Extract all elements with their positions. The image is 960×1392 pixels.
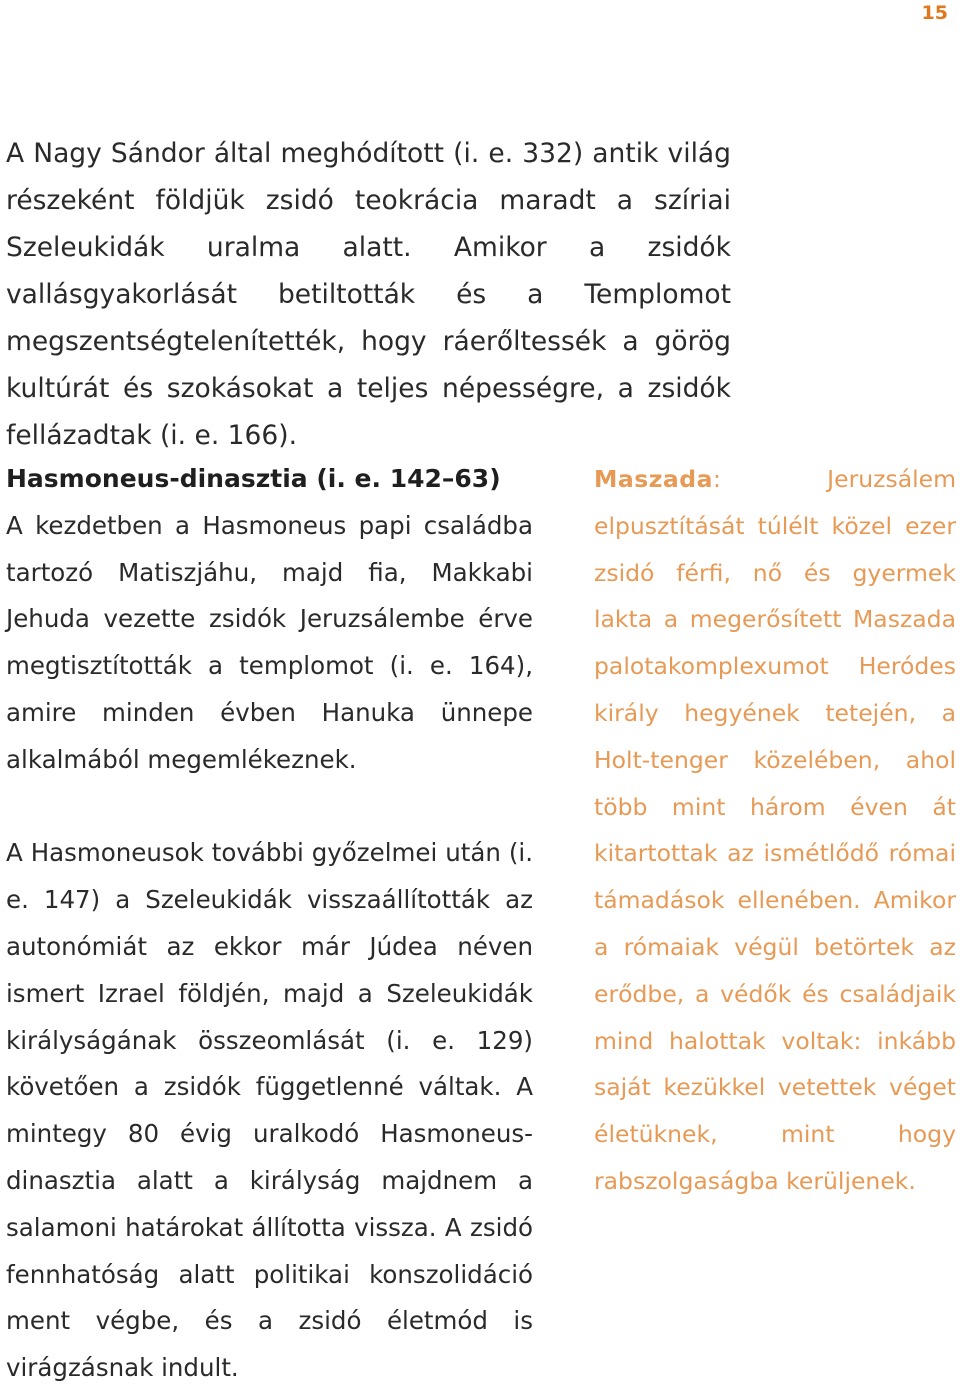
sidebar-column: [594, 456, 956, 1205]
page-number: 15: [921, 2, 948, 24]
sidebar-term: Maszada: [594, 465, 713, 493]
main-column: [6, 456, 533, 1392]
section-heading: Hasmoneus-dinasztia (i. e. 142–63): [6, 464, 501, 493]
main-paragraph-2: A Hasmoneusok további győzelmei után (i. e. 147) a Szeleukidák visszaállították az autonómiát az ekkor már Júdea néven ismert Izrael földjén, majd a Szeleukidák királyságának összeomlását (i. e. 129) követően a zsidók függetlenné váltak. A mintegy 80 évig uralkodó Hasmoneus-dinasztia alatt a királyság majdnem a salamoni határokat állította vissza. A zsidó fennhatóság alatt politikai konszolidáció ment végbe, és a zsidó életmód is virágzásnak indult.: [6, 838, 533, 1383]
main-paragraph-1: A kezdetben a Hasmoneus papi családba tartozó Matiszjáhu, majd fia, Makkabi Jehuda vezette zsidók Jeruzsálembe érve megtisztították a templomot (i. e. 164), amire minden évben Hanuka ünnepe alkalmából megemlékeznek.: [6, 510, 533, 774]
sidebar-text: : Jeruzsálem elpusztítását túlélt közel ezer zsidó férfi, nő és gyermek lakta a megerősített Maszada palotakomplexumot Heródes király hegyének tetején, a Holt-tenger közelében, ahol több mint három éven át kitartottak az ismétlődő római támadások ellenében. Amikor a rómaiak végül betörtek az erődbe, a védők és családjaik mind halottak voltak: inkább saját kezükkel vetettek véget életüknek, mint hogy rabszolgaságba kerüljenek.: [594, 465, 956, 1195]
intro-section: [6, 130, 731, 459]
sidebar-paragraph: [594, 456, 956, 1205]
intro-paragraph: A Nagy Sándor által meghódított (i. e. 332) antik világ részeként földjük zsidó teokrácia maradt a szíriai Szeleukidák uralma alatt. Amikor a zsidók vallásgyakorlását betiltották és a Templomot megszentségtelenítették, hogy ráerőltessék a görög kultúrát és szokásokat a teljes népességre, a zsidók fellázadtak (i. e. 166).: [6, 138, 731, 451]
